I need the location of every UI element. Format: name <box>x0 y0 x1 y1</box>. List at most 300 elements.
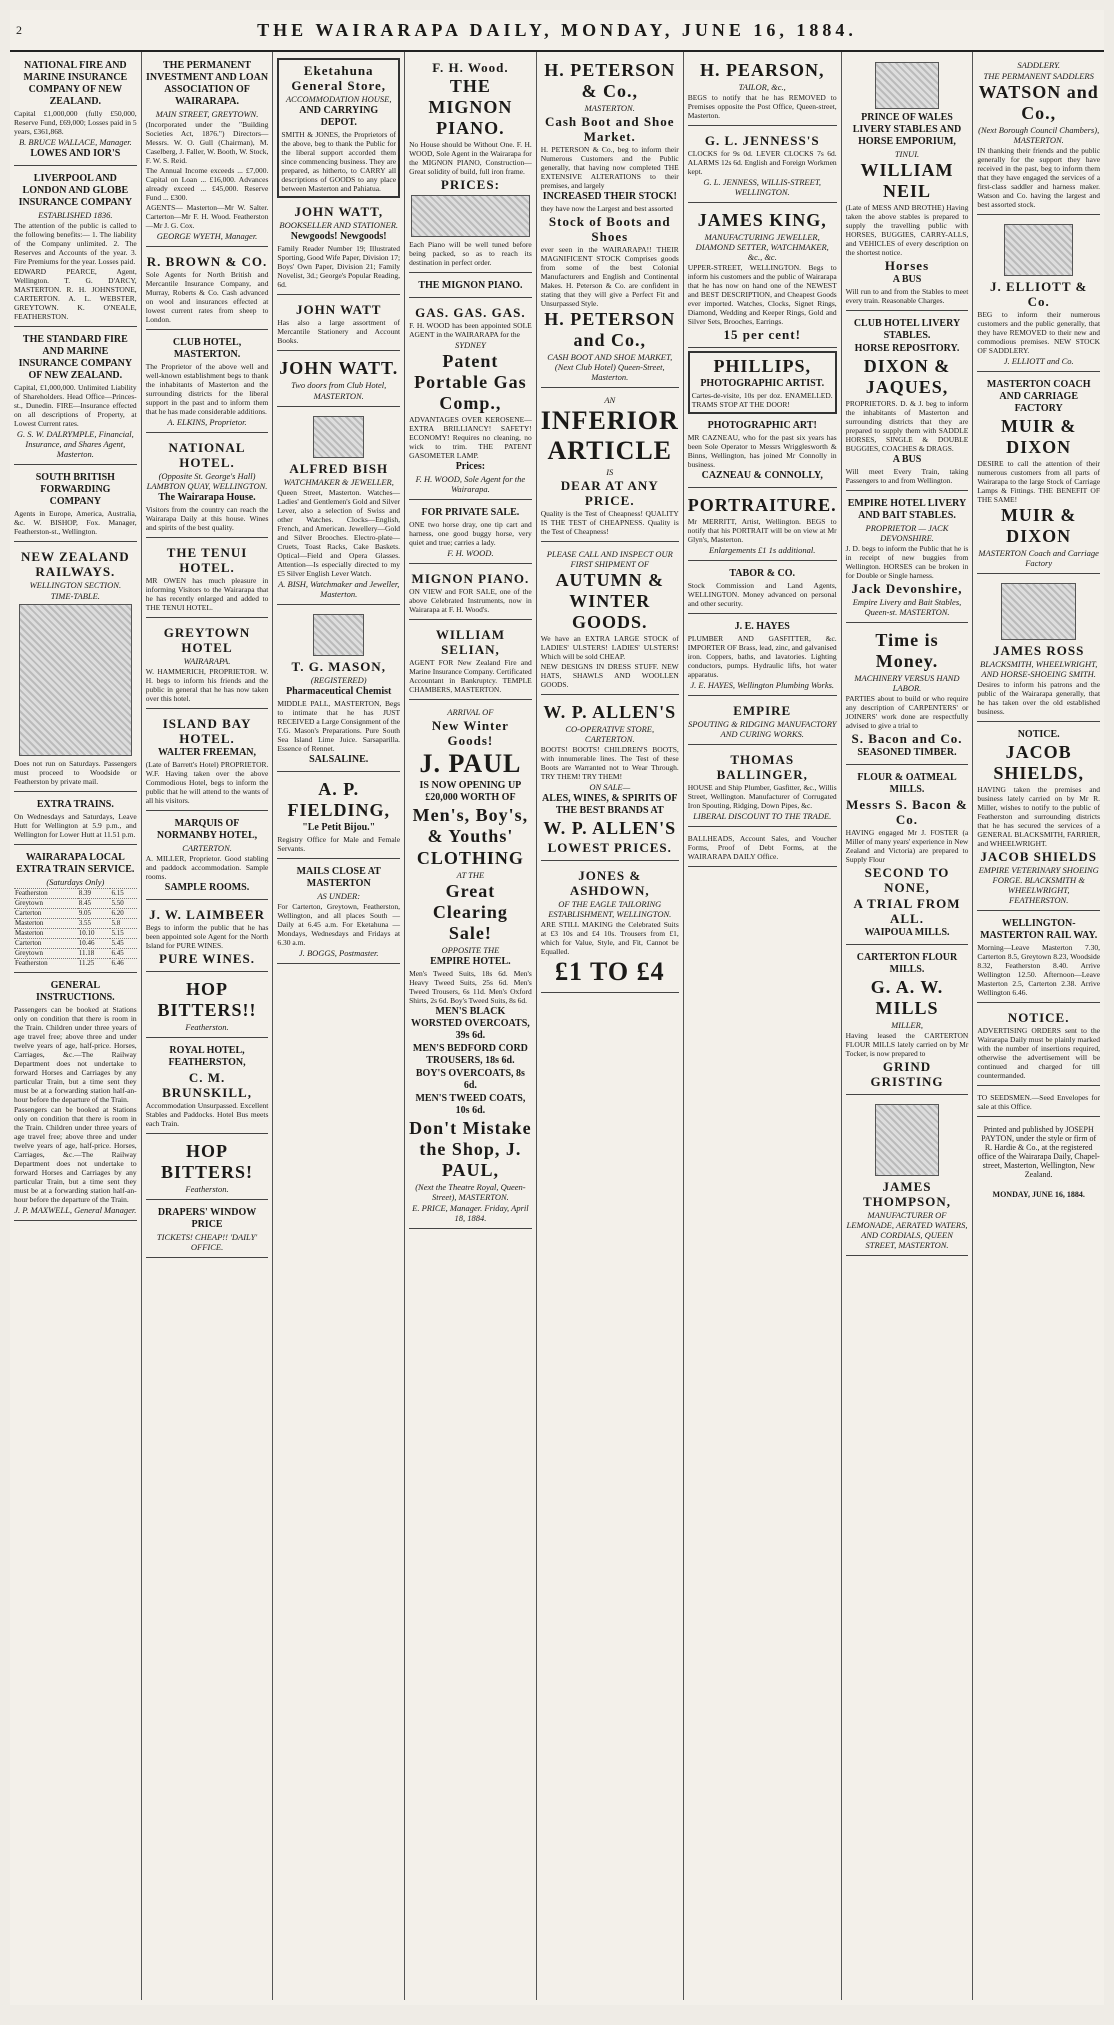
ad-elliott <box>977 218 1100 372</box>
ad-title: DRAPERS' WINDOW PRICE <box>157 1207 257 1230</box>
timetable-cell: Carterton <box>14 939 78 949</box>
ad-text: PLUMBER AND GASFITTER, &c. IMPORTER OF Brass, lead, zinc, and galvanised iron. Coppers, baths, and lavatories. Lighting conductors, pumps. Hydraulic lifts, hot water apparatus. <box>687 634 837 679</box>
ad-title: THOMAS BALLINGER, <box>716 752 808 782</box>
ad-john-watt-1 <box>277 200 400 295</box>
ad-title: T. G. MASON, <box>291 659 386 674</box>
ad-title: CLUB HOTEL LIVERY STABLES. <box>853 318 961 341</box>
ad-portraiture <box>688 491 837 561</box>
ad-title: ROYAL HOTEL, FEATHERSTON, <box>168 1045 246 1068</box>
ad-subtitle: (Opposite St. George's Hall) LAMBTON QUAY, WELLINGTON. <box>146 471 268 491</box>
ad-text: On Wednesdays and Saturdays, Leave Hutt for Wellington at 5.9 p.m., and Wellington for Lower Hutt at 11.51 p.m. <box>14 812 137 839</box>
ad-peterson <box>541 56 679 388</box>
ad-subtitle-3: W. P. ALLEN'S <box>543 818 677 838</box>
ad-text: Visitors from the country can reach the Wairarapa Daily at this house. Wines and spirits of the best quality. <box>145 505 269 532</box>
timetable-cell: 5.45 <box>110 939 136 949</box>
ad-text: IN thanking their friends and the public generally for the support they have received in the past, beg to inform them that they have engaged the services of a first-class saddler and harness maker. Watson and Co. having the largest and best assorted stock. <box>977 146 1101 209</box>
ad-text: MR CAZNEAU, who for the past six years has been Sole Operator to Messrs Wrigglesworth & Binns, Wellington, has joined Mr Connolly in business. <box>687 433 837 469</box>
ad-subtitle-3: AT THE <box>456 870 485 880</box>
timetable-cell: 6.45 <box>110 949 136 959</box>
ad-text: H. PETERSON & Co., beg to inform their Numerous Customers and the Public generally, that having now completed THE EXTENSIVE ALTERATIONS to their premises, and largely <box>540 145 679 190</box>
ad-subtitle-2: DEAR AT ANY PRICE. <box>560 478 659 508</box>
column-6 <box>683 52 841 2000</box>
ad-inferior-article <box>541 391 679 542</box>
ad-subtitle: Two doors from Club Hotel, <box>291 380 387 390</box>
ad-title: THE STANDARD FIRE AND MARINE INSURANCE COMPANY OF NEW ZEALAND. <box>18 334 133 381</box>
local-timetable <box>14 888 137 968</box>
ad-text: HAVING taken the premises and business lately carried on by Mr R. Miller, wishes to notify to the public of Featherston and surrounding districts that he has secured the services of a GENERAL BLACKSMITH, FARRIER, and WHEELWRIGHT. <box>977 785 1101 848</box>
ad-text: Queen Street, Masterton. Watches—Ladies' and Gentlemen's Gold and Silver Lever, also a selection of Swiss and other Watches. Clocks—English, French, and American. Jewellery—Gold and Silver Brooches. Electro-plate—Cruets, Toast Racks, Cake Baskets. Optical—Field and Opera Glasses. Attention—Is especially directed to my £5 Silver English Lever Watch. <box>277 488 401 578</box>
ad-marquis-hotel <box>146 814 269 900</box>
ad-text: BALLHEADS, Account Sales, and Voucher Forms, Proof of Debt Forms, at the WAIRARAPA DAILY Office. <box>687 834 837 861</box>
ad-title: NATIONAL HOTEL. <box>168 440 246 470</box>
ad-title: ALFRED BISH <box>289 461 389 476</box>
ad-subtitle: PHOTOGRAPHIC ARTIST. <box>700 378 825 389</box>
wagon-illustration <box>1001 583 1077 640</box>
ad-text: W. HAMMERICH, PROPRIETOR. W. H. begs to inform his friends and the public in general that he has now taken over this hotel. <box>145 667 269 703</box>
ad-mignon-piano <box>409 56 532 273</box>
column-2 <box>141 52 273 2000</box>
ad-south-british <box>14 468 137 542</box>
ad-jones-ashdown <box>541 864 679 993</box>
timetable-row <box>14 929 137 939</box>
timetable-cell: 5.50 <box>110 899 136 909</box>
ad-text: Begs to inform the public that he has been appointed sole Agent for the North Island for PURE WINES. <box>145 923 269 950</box>
ad-subtitle-2: ON SALE— <box>589 782 631 792</box>
ad-end: Don't Mistake the Shop, J. PAUL, <box>409 1118 532 1180</box>
timetable-row <box>14 889 137 899</box>
ad-subtitle: Featherston. <box>185 1022 229 1032</box>
ad-text: BEG to inform their numerous customers and the public generally, that they have REMOVED to their new and commodious premises. NEW STOCK OF SADDLERY. <box>977 310 1101 355</box>
timetable-cell: 6.15 <box>110 889 136 899</box>
ad-text: A. MILLER, Proprietor. Good stabling and paddock accommodation. Sample rooms. <box>145 854 269 881</box>
timetable-cell: 6.20 <box>110 909 136 919</box>
ad-text: Sole Agents for North British and Mercantile Insurance Company, and Murray, Roberts & Co. Cash advanced on wool and insurances effected at lowest current rates from sheep to London. <box>145 270 269 324</box>
timetable-cell: 8.39 <box>78 889 111 899</box>
ad-text: PLEASE CALL AND INSPECT OUR FIRST SHIPMENT OF <box>546 549 673 569</box>
ad-text: Registry Office for Male and Female Servants. <box>277 835 401 853</box>
ad-signature: S. Bacon and Co. <box>851 731 963 746</box>
ad-text: Passengers can be booked at Stations only on condition that there is room in the Train. Children under three years of age travel free; above three and under twelve years of age, half-price. Horses, Carriages, &c.—The Railway Department does not undertake to forward Horses and Carriages by any particular Train, but a time sent they must be at a forwarding station half-an-hour before the departure of the Train. <box>14 1005 137 1104</box>
ad-text: CLOCKS for 9s 0d. LEVER CLOCKS 7s 6d. ALARMS 12s 6d. English and Foreign Workmen kept. <box>687 149 837 176</box>
ad-text: (Late of Barrett's Hotel) PROPRIETOR. W.F. Having taken over the above Commodious Hotel, begs to inform the public that he will attend to the wants of all his visitors. <box>145 760 269 805</box>
ad-subtitle: WATCHMAKER & JEWELLER, <box>283 477 394 487</box>
ad-text: AGENT FOR New Zealand Fire and Marine Insurance Company. Certificated Accountant in Bankruptcy. TEMPLE CHAMBERS, MASTERTON. <box>409 658 532 694</box>
timetable-cell: 11.18 <box>78 949 111 959</box>
ad-eketahuna-store <box>277 58 400 198</box>
ad-subtitle: OF THE EAGLE TAILORING ESTABLISHMENT, WELLINGTON. <box>548 899 672 919</box>
ad-text-2: they have now the Largest and best assorted <box>540 204 673 213</box>
timetable-cell: 6.46 <box>110 959 136 969</box>
ad-jenness <box>688 129 837 203</box>
timetable-row <box>14 919 137 929</box>
ad-subtitle: BOOKSELLER AND STATIONER. <box>279 220 399 230</box>
ad-title: AN <box>604 395 616 405</box>
ad-subtitle-2: Pharmaceutical Chemist <box>286 686 392 697</box>
ad-text-2: Will run to and from the Stables to meet every train. Reasonable Charges. <box>845 287 969 305</box>
ad-sale: Great Clearing Sale! <box>432 881 508 943</box>
ad-prices-label: PRICES: <box>440 177 500 192</box>
ad-tg-mason <box>277 608 400 772</box>
ad-title: SOUTH BRITISH FORWARDING COMPANY <box>35 472 115 507</box>
ad-signature: JACOB SHIELDS <box>980 849 1098 864</box>
ad-text-2: ALES, WINES, & SPIRITS OF THE BEST BRANDS AT <box>542 793 678 816</box>
ad-big-2: CLOTHING <box>416 848 524 868</box>
ad-signature: J. BOGGS, Postmaster. <box>298 948 379 958</box>
ad-empire-spouting <box>688 699 837 745</box>
ad-alfred-bish <box>277 410 400 605</box>
ad-name: JACOB SHIELDS, <box>993 742 1084 783</box>
ad-subtitle: WELLINGTON SECTION. <box>29 580 122 590</box>
ad-item: MEN'S BLACK WORSTED OVERCOATS, 39s 6d. <box>411 1006 530 1041</box>
ad-title: WILLIAM SELIAN, <box>435 627 505 657</box>
ad-prince-of-wales <box>846 56 969 311</box>
ad-name: C. M. BRUNSKILL, <box>162 1070 252 1100</box>
ad-signature: G. L. JENNESS, WILLIS-STREET, WELLINGTON. <box>703 177 822 197</box>
ad-carterton-flour <box>846 948 969 1095</box>
ad-text: Cartes-de-visite, 10s per doz. ENAMELLED. TRAMS STOP AT THE DOOR! <box>691 391 833 409</box>
ad-opposite: OPPOSITE THE <box>441 945 500 955</box>
ad-agents: AGENTS— Masterton—Mr W. Salter. Carterton—Mr F. H. Wood. Featherston—Mr J. G. Cox. <box>145 203 269 230</box>
ad-title: NOTICE. <box>1007 1010 1070 1025</box>
ad-title: HOP BITTERS!! <box>157 979 257 1020</box>
ad-low-prices: LOWEST PRICES. <box>547 840 672 855</box>
ad-general-instructions <box>14 976 137 1221</box>
ad-standard-insurance <box>14 330 137 465</box>
ad-je-hayes <box>688 617 837 696</box>
ad-james-thompson <box>846 1098 969 1256</box>
ad-name: G. A. W. MILLS <box>870 977 944 1018</box>
ad-j-paul <box>409 703 532 1229</box>
ad-title: GREYTOWN HOTEL <box>163 625 251 655</box>
ad-tabor <box>688 564 837 614</box>
ad-title: JOHN WATT <box>295 302 382 317</box>
ad-signature: F. H. WOOD. <box>447 548 494 558</box>
ad-item: MEN'S TWEED COATS, 10s 6d. <box>415 1093 526 1116</box>
ad-text: No House should be Without One. F. H. WOOD, Sole Agent in the Wairarapa for the MIGNON PIANO, Construction—Great solidity of build, full iron frame. <box>409 140 532 176</box>
ad-ballheads <box>688 830 837 867</box>
timetable-row <box>14 959 137 969</box>
ad-text: TO SEEDSMEN.—Seed Envelopes for sale at this Office. <box>977 1093 1101 1111</box>
ad-drapers-tickets <box>146 1203 269 1258</box>
ad-flour-mills <box>846 768 969 945</box>
ad-title: EMPIRE <box>733 703 792 718</box>
ad-mills: WAIPOUA MILLS. <box>864 927 950 938</box>
column-3 <box>272 52 404 2000</box>
ad-subtitle: "Le Petit Bijou." <box>302 822 376 833</box>
ad-seedsmen <box>977 1089 1100 1117</box>
ad-signature: A. BISH, Watchmaker and Jeweller, Masterton. <box>278 579 400 599</box>
ad-end: H. PETERSON and Co., <box>544 309 676 350</box>
ad-subtitle: (REGISTERED) <box>310 675 367 685</box>
timetable-cell: Greytown <box>14 899 78 909</box>
ad-title: THE PERMANENT SADDLERS <box>983 71 1094 81</box>
ad-title: MARQUIS OF NORMANBY HOTEL, <box>156 818 258 841</box>
ad-james-king <box>688 206 837 348</box>
ad-title: Time is Money. <box>875 630 939 671</box>
ad-location: (Next the Theatre Royal, Queen-Street), MASTERTON. <box>415 1182 526 1202</box>
ad-section: SADDLERY. <box>1017 60 1061 70</box>
ad-signature: A. ELKINS, Proprietor. <box>167 417 247 427</box>
ad-text: The attention of the public is called to the following benefits:— 1. The liability of the Company unlimited. 2. The Reserves and Accounts of the year. 3. Fire Premiums for the year. Losses paid. <box>14 221 137 266</box>
ad-text: PARTIES about to build or who require any description of CARPENTERS' or JOINERS' work done are respectfully advised to give a trial to <box>845 694 969 730</box>
ad-text-2: The Annual Income exceeds ... £7,000. Capital on Loan ... £16,000. Advances already exceed ... £45,000. Reserve Fund ... £300. <box>145 166 269 202</box>
ad-title: WELLINGTON-MASTERTON RAIL WAY. <box>980 918 1098 941</box>
ad-title: TABOR & CO. <box>729 568 796 579</box>
crest-illustration <box>313 614 364 656</box>
ad-title: J. E. HAYES <box>734 621 790 632</box>
ad-laimbeer <box>146 903 269 972</box>
ad-signature-2: EMPIRE VETERINARY SHOEING FORGE. BLACKSMITH & WHEELWRIGHT, FEATHERSTON. <box>978 865 1099 905</box>
ad-name: DIXON & JAQUES, <box>863 356 951 397</box>
imprint <box>977 1125 1100 1199</box>
ad-signature: MUIR & DIXON <box>1000 505 1077 546</box>
ad-big: Men's, Boy's, & Youths' <box>412 805 529 846</box>
ad-text: Accommodation Unsurpassed. Excellent Stables and Paddocks. Hotel Bus meets each Train. <box>145 1101 269 1128</box>
column-7 <box>841 52 973 2000</box>
ad-text-2: Each Piano will be well tuned before being packed, so as to reach its destination in perfect order. <box>409 240 532 267</box>
ad-subtitle: (Saturdays Only) <box>46 877 105 887</box>
ad-subtitle: IS <box>606 467 614 477</box>
ad-watson <box>977 56 1100 215</box>
ad-title: JOHN WATT. <box>279 358 399 378</box>
ad-mignon-piano-3 <box>409 567 532 620</box>
ad-rooms: SAMPLE ROOMS. <box>164 882 250 893</box>
ad-notice <box>977 1006 1100 1086</box>
ad-subtitle-2: SEASONED TIMBER. <box>857 747 957 758</box>
timetable-cell: 5.15 <box>110 929 136 939</box>
ad-subtitle-2: MASTERTON. <box>313 391 364 401</box>
imprint-text: Printed and published by JOSEPH PAYTON, under the style or firm of R. Hardie & Co., at the registered office of the Wairarapa Daily, Chapel-street, Masterton, Wellington, New Zealand. <box>977 1125 1100 1179</box>
ad-name: J. ELLIOTT & Co. <box>990 279 1088 309</box>
ad-pearson <box>688 56 837 126</box>
ad-text: BEGS to notify that he has REMOVED to Premises opposite the Post Office, Queen-street, Masterton. <box>687 93 837 120</box>
ad-signature: CAZNEAU & CONNOLLY, <box>701 470 823 481</box>
ad-title: CARTERTON FLOUR MILLS. <box>856 952 958 975</box>
timetable-row <box>14 949 137 959</box>
ad-signature: F. H. WOOD, Sole Agent for the Wairarapa. <box>415 474 526 494</box>
ad-big: AUTUMN & WINTER GOODS. <box>555 570 664 632</box>
ad-wp-allen <box>541 698 679 861</box>
ad-text: MIDDLE PALL, MASTERTON, Begs to intimate that he has JUST RECEIVED a Large Consignment of the T.G. Mason's Preparations. Pure South Sea Island Lime Juice. Sarsaparilla. Essence of Rennet. <box>277 699 401 753</box>
ad-text: (Incorporated under the "Building Societies Act, 1876.") Directors—Messrs. W. O. Gull (Chairman), M. Caselberg, J. Faller, W. Booth, W. Stock, F. W. S. Reid. <box>145 120 269 165</box>
timetable-cell: 10.10 <box>78 929 111 939</box>
ad-text: (Late of MESS AND BROTHE) Having taken the above stables is prepared to supply the travelling public with HORSES, BUGGIES, CARRY-ALLS, and VEHICLES of every description on the shortest notice. <box>845 203 969 257</box>
ad-hotel: EMPIRE HOTEL. <box>430 956 511 967</box>
ad-text: HAVING engaged Mr J. FOSTER (a Miller of many years' experience in New Zealand and Victoria) are prepared to Supply Flour <box>845 828 969 864</box>
ad-text: Capital £1,000,000 (fully £50,000, Reserve Fund, £69,000; Losses paid in 5 years, £361,868. <box>14 109 137 136</box>
ad-signature: E. PRICE, Manager. Friday, April 18, 1884. <box>412 1203 529 1223</box>
ad-name: WALTER FREEMAN, <box>158 747 257 758</box>
ad-text: TICKETS! CHEAP!! 'DAILY' OFFICE. <box>156 1232 258 1252</box>
ad-title: NEW ZEALAND RAILWAYS. <box>21 549 130 579</box>
ad-photographic-art <box>688 416 837 488</box>
ad-title: PHOTOGRAPHIC ART! <box>707 420 817 431</box>
ad-text: J. D. begs to inform the Public that he is in receipt of new buggies from Wellington. HORSES can be broken in for Double or Single harness. <box>845 544 969 580</box>
ad-text-2: We have an EXTRA LARGE STOCK of LADIES' ULSTERS! LADIES' ULSTERS! Which will be sold CHEAP. <box>540 634 679 661</box>
timetable-cell: 8.45 <box>78 899 111 909</box>
ad-title: ISLAND BAY HOTEL. <box>162 716 252 746</box>
column-5 <box>536 52 683 2000</box>
ad-name: WILLIAM NEIL <box>860 160 954 201</box>
ad-title: WAIRARAPA LOCAL EXTRA TRAIN SERVICE. <box>16 852 135 875</box>
ad-names: EDWARD PEARCE, Agent, Wellington. T. G. D'ARCY, MASTERTON. R. H. JOHNSTONE, CARTERTON. A. L. WEBSTER, GREYTOWN. K. O'NEALE, FEATHERSTON. <box>14 267 137 321</box>
timetable-grid-image <box>19 604 131 756</box>
ad-item: MEN'S BEDFORD CORD TROUSERS, 18s 6d. <box>412 1043 528 1066</box>
ad-title: CLUB HOTEL, MASTERTON. <box>172 337 242 360</box>
ad-subtitle: SPOUTING & RIDGING MANUFACTORY AND CURING WORKS. <box>687 719 837 739</box>
ad-club-livery <box>846 314 969 491</box>
timetable-cell: 5.8 <box>110 919 136 929</box>
ad-title: EMPIRE HOTEL LIVERY AND BAIT STABLES. <box>847 498 967 521</box>
ad-text: MR OWEN has much pleasure in informing Visitors to the Wairarapa that he has recently enlarged and added to THE TENUI HOTEL. <box>145 576 269 612</box>
ad-item: SALSALINE. <box>309 754 369 765</box>
ad-subtitle: MASTERTON. <box>584 103 635 113</box>
ad-title: Eketahuna General Store, <box>291 63 387 93</box>
ad-subtitle: MILLER, <box>891 1020 923 1030</box>
newspaper-page <box>10 10 1104 2005</box>
ad-title: THE MIGNON PIANO. <box>418 280 523 291</box>
ad-text: Desires to inform his patrons and the public of the Wairarapa generally, that he has taken over the old established business. <box>977 680 1101 716</box>
ad-text: Family Reader Number 19; Illustrated Sporting, Good Wife Paper, Division 17; Boys' Own Paper, Division 21; Family Novelist, 3d.; George's Popular Reading, 6d. <box>277 244 401 289</box>
ad-empire-livery <box>846 494 969 623</box>
ad-signature: J. P. MAXWELL, General Manager. <box>14 1205 137 1215</box>
timetable-cell: Masterton <box>14 929 78 939</box>
ad-subtitle: HORSE REPOSITORY. <box>854 343 960 354</box>
ad-subtitle: CO-OPERATIVE STORE, CARTERTON. <box>565 724 655 744</box>
ad-subtitle: THE MIGNON PIANO. <box>428 76 513 138</box>
ad-big: INFERIOR ARTICLE <box>540 406 679 465</box>
ad-time-is-money <box>846 626 969 765</box>
ad-subtitle-2: The Wairarapa House. <box>158 492 256 503</box>
ad-text: DESIRE to call the attention of their numerous customers from all parts of Wairarapa to the large Stock of Carriage Lamps & Fittings. THE BENEFIT OF THE SAME! <box>977 459 1101 504</box>
ad-title: F. H. Wood. <box>432 60 509 75</box>
ad-subtitle: MANUFACTURING JEWELLER, DIAMOND SETTER, WATCHMAKER, &c., &c. <box>695 232 829 262</box>
ad-text: Capital, £1,000,000. Unlimited Liability of Shareholders. Head Office—Princes-st., Dunedin. FIRE—Insurance effected on all descriptions of Property, at Lowest Current rates. <box>14 383 137 428</box>
bottle-illustration <box>875 1104 938 1176</box>
ad-title: MIGNON PIANO. <box>411 571 530 586</box>
ad-title: PHILLIPS, <box>713 356 811 376</box>
newspaper-title: THE WAIRARAPA DAILY, MONDAY, JUNE 16, 1884. <box>257 20 857 40</box>
ad-title: A. P. FIELDING, <box>287 779 390 820</box>
ad-text: ON VIEW and FOR SALE, one of the above Celebrated Instruments, now in Wairarapa at F. H. Wood's. <box>409 587 532 614</box>
ad-title: W. P. ALLEN'S <box>543 702 677 722</box>
ad-text: F. H. WOOD has been appointed SOLE AGENT in the WAIRARAPA for the <box>409 321 532 339</box>
column-4 <box>404 52 536 2000</box>
ad-subtitle: SYDNEY <box>455 340 486 350</box>
ad-signature: J. E. HAYES, Wellington Plumbing Works. <box>690 680 835 690</box>
ad-agent: G. S. W. DALRYMPLE, Financial, Insurance, and Shares Agent, Masterton. <box>16 429 134 459</box>
ad-subtitle-2: New Winter Goods! <box>431 718 509 748</box>
ad-r-brown <box>146 250 269 330</box>
ad-name: WATSON and Co., <box>978 82 1099 123</box>
timetable-cell: Greytown <box>14 949 78 959</box>
timetable-cell: 10.46 <box>78 939 111 949</box>
ad-autumn-winter <box>541 545 679 695</box>
ad-subtitle: ACCOMMODATION HOUSE, <box>285 94 392 104</box>
ad-title: J. W. LAIMBEER <box>149 907 265 922</box>
ad-liverpool-insurance <box>14 169 137 327</box>
ad-title: J. PAUL <box>419 749 522 778</box>
ad-ap-fielding <box>277 775 400 859</box>
ad-prices-label: Prices: <box>455 461 486 472</box>
ad-text: HOUSE and Ship Plumber, Gasfitter, &c., Willis Street, Wellington. Manufacturer of Corrugated Iron Spouting, Ridging, Down Pipes, &c. <box>687 783 837 810</box>
timetable-cell: 3.55 <box>78 919 111 929</box>
ad-jacob-shields <box>977 725 1100 911</box>
ad-text: Having leased the CARTERTON FLOUR MILLS lately carried on by Mr Tocker, is now prepared to <box>845 1031 969 1058</box>
ad-island-bay-hotel <box>146 712 269 811</box>
ad-signature: Jack Devonshire, <box>851 581 963 596</box>
ad-subtitle-2: Cash Boot and Shoe Market. <box>544 114 675 144</box>
ad-national-hotel <box>146 436 269 538</box>
ad-title: JOHN WATT, <box>294 204 384 219</box>
ad-text: BOOTS! BOOTS! CHILDREN'S BOOTS, with innumerable lines. The Test of these Boots are Warranted not to Wear Through. TRY THEM! TRY THEM! <box>540 745 679 781</box>
ad-bus: A BUS <box>892 274 922 285</box>
ad-subtitle: TINUI. <box>894 149 920 159</box>
ad-subtitle: TAILOR, &c., <box>738 82 786 92</box>
timetable-cell: Featherston <box>14 889 78 899</box>
ad-text: For Carterton, Greytown, Featherston, Wellington, and all places South — Daily at 6.45 a.m. For Eketahuna — Mondays, Wednesdays and Fridays at 6.30 a.m. <box>277 902 401 947</box>
timetable-cell: Masterton <box>14 919 78 929</box>
ad-club-hotel <box>146 333 269 433</box>
ad-text: The Proprietor of the above well and well-known establishment begs to thank the inhabitants of Masterton and the surrounding districts for the liberal support in the past and to inform them that he has made considerable additions. <box>145 362 269 416</box>
ad-title: THE PERMANENT INVESTMENT AND LOAN ASSOCIATION OF WAIRARAPA. <box>146 60 269 107</box>
ad-text: ARE STILL MAKING the Celebrated Suits at £3 10s and £4 10s. Trousers from £1, which for Value, Style, and Fit, Cannot be Equalled. <box>540 920 679 956</box>
ad-title: NOTICE. <box>1017 729 1060 740</box>
ad-local-train-service <box>14 848 137 973</box>
ad-subtitle: Featherston. <box>185 1184 229 1194</box>
ad-john-watt-3 <box>277 354 400 407</box>
ad-stock: Stock of Boots and Shoes <box>548 214 671 244</box>
ad-text: SMITH & JONES, the Proprietors of the above, beg to thank the Public for the liberal support accorded them since commencing business. They are prepared, as hitherto, to CARRY all descriptions of GOODS to any place between Masterton and Pahiatua. <box>281 130 397 193</box>
masthead <box>10 10 1104 52</box>
ad-subtitle-2: Newgoods! Newgoods! <box>290 231 387 242</box>
ad-end-2: CASH BOOT AND SHOE MARKET, (Next Club Hotel) Queen-Street, Masterton. <box>547 352 673 382</box>
ad-gas <box>409 301 532 500</box>
ad-text-3: ever seen in the WAIRARAPA!! THEIR MAGNIFICENT STOCK Comprises goods from some of the best Colonial Manufacturers and English and Continental Makes. H. Peterson & Co. are confident in stating that they will give a Perfect Fit and Unsurpassed Style. <box>540 245 679 308</box>
ad-mignon-piano-2 <box>409 276 532 298</box>
ad-name: JAMES THOMPSON, <box>862 1179 952 1209</box>
ad-subtitle: PURE WINES. <box>159 951 256 966</box>
timetable-cell: 9.05 <box>78 909 111 919</box>
ad-title: HOP BITTERS! <box>161 1141 254 1182</box>
ad-title: GAS. GAS. GAS. <box>415 305 526 320</box>
ad-text: ONE two horse dray, one tip cart and harness, one good buggy horse, very quiet and true; carries a lady. <box>409 520 532 547</box>
ad-muir-dixon <box>977 375 1100 574</box>
ad-title: H. PEARSON, <box>699 60 825 80</box>
ad-text-3: NEW DESIGNS IN DRESS STUFF. NEW HATS, SHAWLS AND WOOLLEN GOODS. <box>540 662 679 689</box>
ad-phillips <box>688 351 837 414</box>
ad-signature: GEORGE WYETH, Manager. <box>156 231 258 241</box>
ad-text: Quality is the Test of Cheapness! QUALITY IS THE TEST of CHEAPNESS. Quality is the Test of Cheapness! <box>540 509 679 536</box>
ad-subtitle: WAIRARAPA. <box>183 656 231 666</box>
ad-subtitle: PROPRIETOR — JACK DEVONSHIRE. <box>865 523 949 543</box>
ad-title: G. L. JENNESS'S <box>704 133 820 148</box>
ad-ballinger <box>688 748 837 827</box>
ad-title: GENERAL INSTRUCTIONS. <box>36 980 115 1003</box>
clock-illustration <box>313 416 364 458</box>
ad-title: JONES & ASHDOWN, <box>569 868 650 898</box>
ad-text: UPPER-STREET, WELLINGTON. Begs to inform his customers and the public of Wairarapa that he has now on hand one of the NEWEST and BEST DESCRIPTION, and Cheapest Goods ever imported. Watches, Clocks, Signet Rings, Diamond, Wedding and Keeper Rings, Gold and Silver Sets, Brooches, Earrings. <box>687 263 837 326</box>
ad-mails <box>277 862 400 964</box>
ad-subtitle: ARRIVAL OF <box>447 707 494 717</box>
ad-hop-bitters-1 <box>146 975 269 1038</box>
ad-subtitle: AS UNDER: <box>317 891 361 901</box>
ad-title: FLOUR & OATMEAL MILLS. <box>857 772 957 795</box>
ad-title: PORTRAITURE. <box>687 495 837 515</box>
ad-royal-hotel <box>146 1041 269 1134</box>
ad-james-ross <box>977 577 1100 722</box>
column-8 <box>972 52 1104 2000</box>
